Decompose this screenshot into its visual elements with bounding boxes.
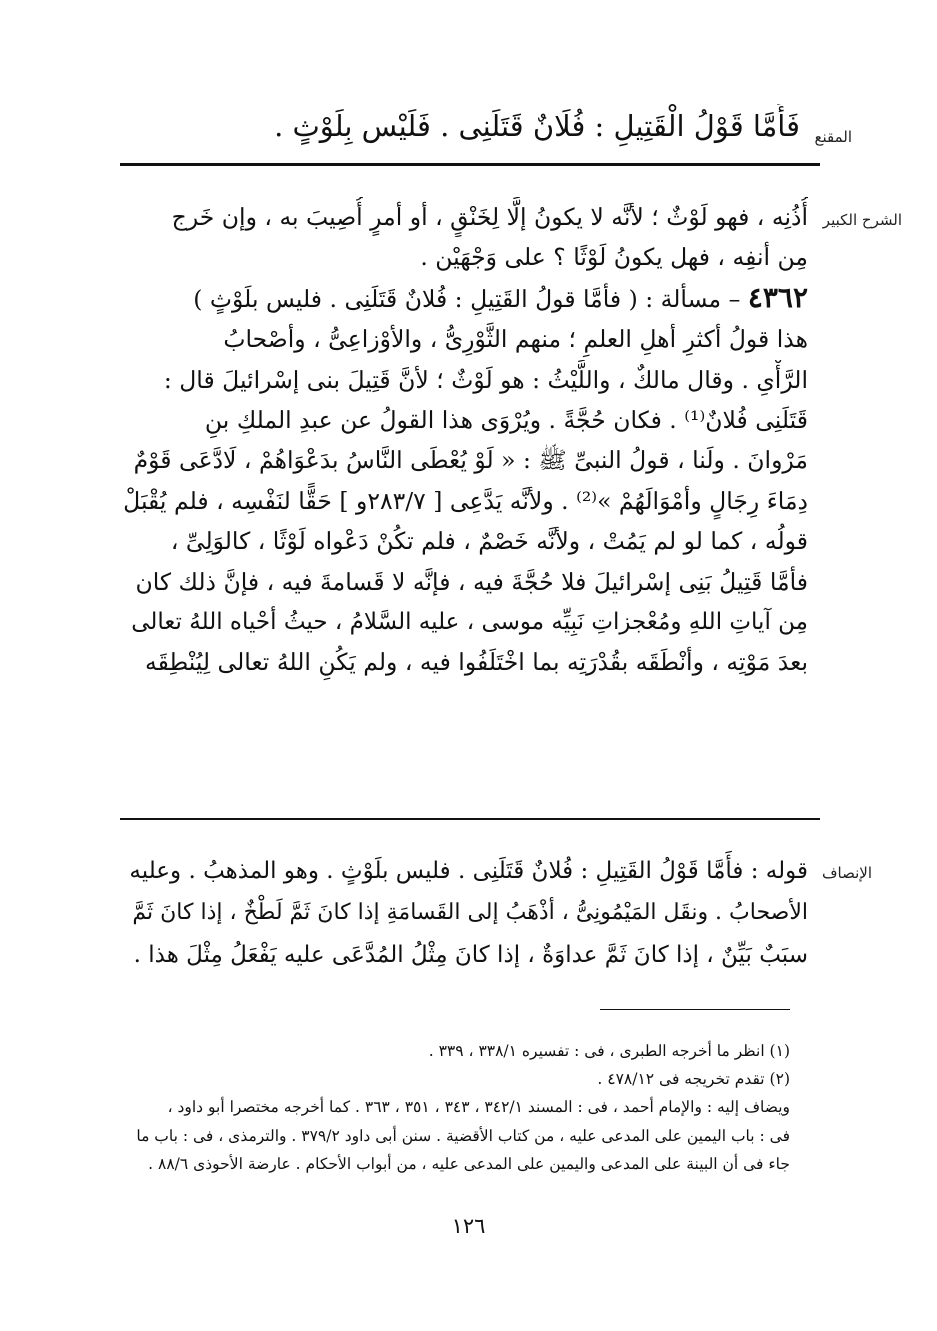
sharh-issue-line <box>118 278 808 319</box>
sharh-divider <box>120 818 820 820</box>
insaf-line-2: الأصحابُ . ونقَل المَيْمُونِىُّ ، أذْهَبُ إلى القَسامَةِ إذا كانَ ثَمَّ لَطْخٌ ، إذا كانَ ثَمَّ <box>132 900 808 925</box>
insaf-text-block <box>118 850 808 976</box>
sharh-line-4: هذا قولُ أكثرِ أهلِ العلمِ ؛ منهم الثَّوْرِىُّ ، والأوْزاعِىُّ ، وأصْحابُ <box>223 325 808 354</box>
footnote-2-continuation-2: فى : باب اليمين على المدعى عليه ، من كتاب الأقضية . سنن أبى داود ٣٧٩/٢ . والترمذى ، فى : باب ما <box>136 1126 790 1145</box>
sharh-line-5: الرَّأْىِ . وقال مالكٌ ، واللَّيْثُ : هو لَوْثٌ ؛ لأنَّ قَتِيلَ بنى إسْرائيلَ قال : <box>163 365 808 394</box>
page-number: ١٢٦ <box>451 1214 486 1238</box>
footnote-1: (١) انظر ما أخرجه الطبرى ، فى : تفسيره ٣٣٨/١ ، ٣٣٩ . <box>428 1042 790 1060</box>
sharh-label: الشرح الكبير <box>822 211 902 229</box>
issue-title: – مسألة : ( فأمَّا قولُ القَتِيلِ : فُلانٌ قَتَلَنِى . فليس بلَوْثٍ ) <box>193 284 741 313</box>
insaf-line-1: قوله : فأَمَّا قَوْلُ القَتِيلِ : فُلانٌ قَتَلَنِى . فليس بلَوْثٍ . وهو المذهبُ . وعليه <box>129 858 808 884</box>
sharh-line-11: مِن آياتِ اللهِ ومُعْجزاتِ نَبِيِّه موسى ، عليه السَّلامُ ، حيثُ أحْياه اللهُ تعالى <box>131 609 808 636</box>
sharh-line-12: بعدَ مَوْتِه ، وأنْطَقَه بقُدْرَتِه بما اخْتَلَفُوا فيه ، ولم يَكُنِ اللهُ تعالى لِيُنْطِقَه <box>144 648 808 677</box>
muqni-label: المقنع <box>814 128 852 146</box>
sharh-line-7: مَرْوانَ . ولَنا ، قولُ النبىِّ ﷺ : « لَوْ يُعْطَى النَّاسُ بدَعْوَاهُمْ ، لَادَّعَى قَوْمٌ <box>133 446 808 475</box>
insaf-line-3: سبَبٌ بَيِّنٌ ، إذا كانَ ثَمَّ عداوَةٌ ، إذا كانَ مِثْلُ المُدَّعَى عليه يَفْعَلُ مِثْلَ هذا . <box>133 942 808 968</box>
sharh-line-2: مِن أنفِه ، فهل يكونُ لَوْثًا ؟ على وَجْهَيْن . <box>420 243 808 272</box>
sharh-text-block <box>118 197 808 683</box>
issue-number: ٤٣٦٢ <box>747 280 808 314</box>
muqni-text: فَأَمَّا قَوْلُ الْقَتِيلِ : فُلَانٌ قَتَلَنِى . فَلَيْس بِلَوْثٍ . <box>274 109 800 143</box>
footnote-2-continuation-3: جاء فى أن البينة على المدعى واليمين على المدعى عليه ، من أبواب الأحكام . عارضة الأحوذى ٨٨/٦ . <box>148 1154 790 1173</box>
muqni-text-block <box>270 104 800 148</box>
sharh-line-1: أُذُنِه ، فهو لَوْثٌ ؛ لأنَّه لا يكونُ إلَّا لِخَنْقٍ ، أو أمرٍ أُصِيبَ به ، وإن خَرج <box>171 203 808 231</box>
footnote-2: (٢) تقدم تخريجه فى ٤٧٨/١٢ . <box>597 1070 790 1089</box>
sharh-line-6: قَتَلَنِى فُلانٌ⁽¹⁾ . فكان حُجَّةً . ويُرْوَى هذا القولُ عن عبدِ الملكِ بنِ <box>204 406 808 435</box>
insaf-label: الإنصاف <box>821 864 872 882</box>
muqni-divider <box>120 163 820 166</box>
sharh-line-10: فأمَّا قَتِيلُ بَنِى إسْرائيلَ فلا حُجَّةَ فيه ، فإنَّه لا قَسامةَ فيه ، فإنَّ ذلك كان <box>135 567 808 596</box>
sharh-line-8: دِمَاءَ رِجَالٍ وأمْوَالَهُمْ »⁽²⁾ . ولأنَّه يَدَّعِى [ ٢٨٣/٧و ] حَقًّا لنَفْسِه ، فلم يُقْبَلْ <box>123 486 808 515</box>
footnote-2-continuation-1: ويضاف إليه : والإمام أحمد ، فى : المسند ٣٤٢/١ ، ٣٤٣ ، ٣٥١ ، ٣٦٣ . كما أخرجه مختصرا أبو داود ، <box>167 1098 790 1117</box>
footnote-divider <box>600 1009 790 1010</box>
footnotes-block <box>118 1037 790 1178</box>
sharh-line-9: قولُه ، كما لو لم يَمُتْ ، ولأنَّه خَصْمٌ ، فلم تكُنْ دَعْواه لَوْثًا ، كالوَلِىِّ ، <box>170 527 808 556</box>
